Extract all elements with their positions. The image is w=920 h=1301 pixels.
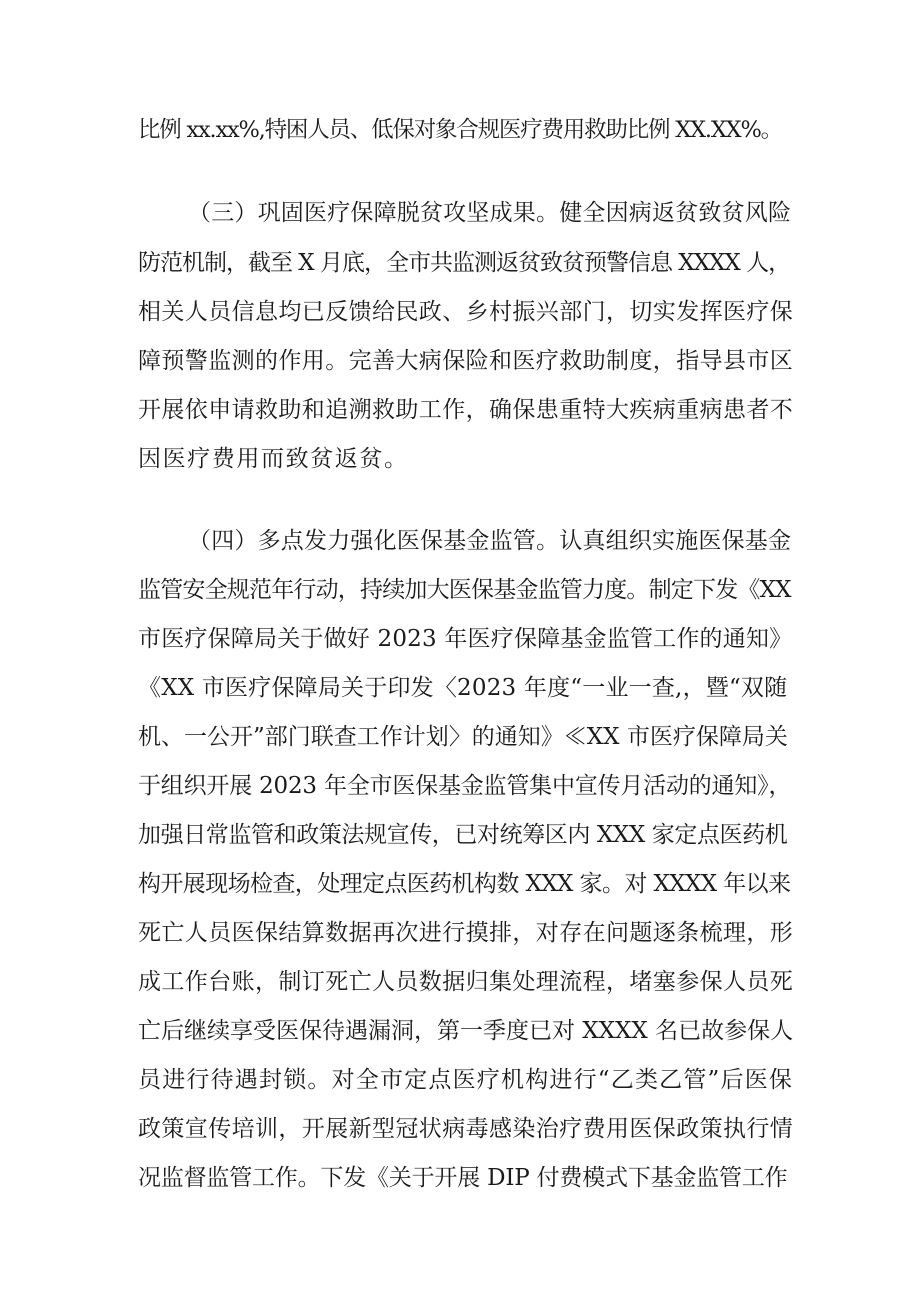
text-line: 机、一公开”部门联查工作计划〉的通知》≪XX 市医疗保障局关 (138, 724, 788, 750)
text-line: 比例 xx.xx%,特困人员、低保对象合规医疗费用救助比例 XX.XX%。 (138, 117, 782, 143)
text-line: 开展依申请救助和追溯救助工作，确保患重特大疾病重病患者不 (138, 397, 794, 423)
text-line: 防范机制，截至 X 月底，全市共监测返贫致贫预警信息 XXXX 人， (138, 250, 791, 276)
text-line: 政策宣传培训，开展新型冠状病毒感染治疗费用医保政策执行情 (138, 1116, 794, 1142)
text-line: 因医疗费用而致贫返贫。 (138, 446, 409, 472)
text-line: 况监督监管工作。下发《关于开展 DIP 付费模式下基金监管工作 (138, 1165, 788, 1191)
text-line: 监管安全规范年行动，持续加大医保基金监管力度。制定下发《XX (138, 577, 791, 603)
section-3-heading-line: （三）巩固医疗保障脱贫攻坚成果。健全因病返贫致贫风险 (188, 200, 792, 226)
text-line: 员进行待遇封锁。对全市定点医疗机构进行“乙类乙管”后医保 (138, 1067, 794, 1093)
text-line: 相关人员信息均已反馈给民政、乡村振兴部门，切实发挥医疗保 (138, 299, 794, 325)
text-line: 死亡人员医保结算数据再次进行摸排，对存在问题逐条梳理，形 (138, 920, 794, 946)
text-line: 市医疗保障局关于做好 2023 年医疗保障基金监管工作的通知》 (138, 626, 793, 652)
text-line: 加强日常监管和政策法规宣传，已对统筹区内 XXX 家定点医药机 (138, 822, 788, 848)
text-line: 于组织开展 2023 年全市医保基金监管集中宣传月活动的通知》， (138, 773, 792, 799)
text-line: 构开展现场检查，处理定点医药机构数 XXX 家。对 XXXX 年以来 (138, 871, 791, 897)
section-4-heading-line: （四）多点发力强化医保基金监管。认真组织实施医保基金 (188, 528, 792, 554)
text-line: 《XX 市医疗保障局关于印发〈2023 年度“一业一查,，暨“双随 (138, 675, 788, 701)
text-line: 障预警监测的作用。完善大病保险和医疗救助制度，指导县市区 (138, 348, 794, 374)
text-line: 亡后继续享受医保待遇漏洞，第一季度已对 XXXX 名已故参保人 (138, 1018, 794, 1044)
text-line: 成工作台账，制订死亡人员数据归集处理流程，堵塞参保人员死 (138, 969, 794, 995)
